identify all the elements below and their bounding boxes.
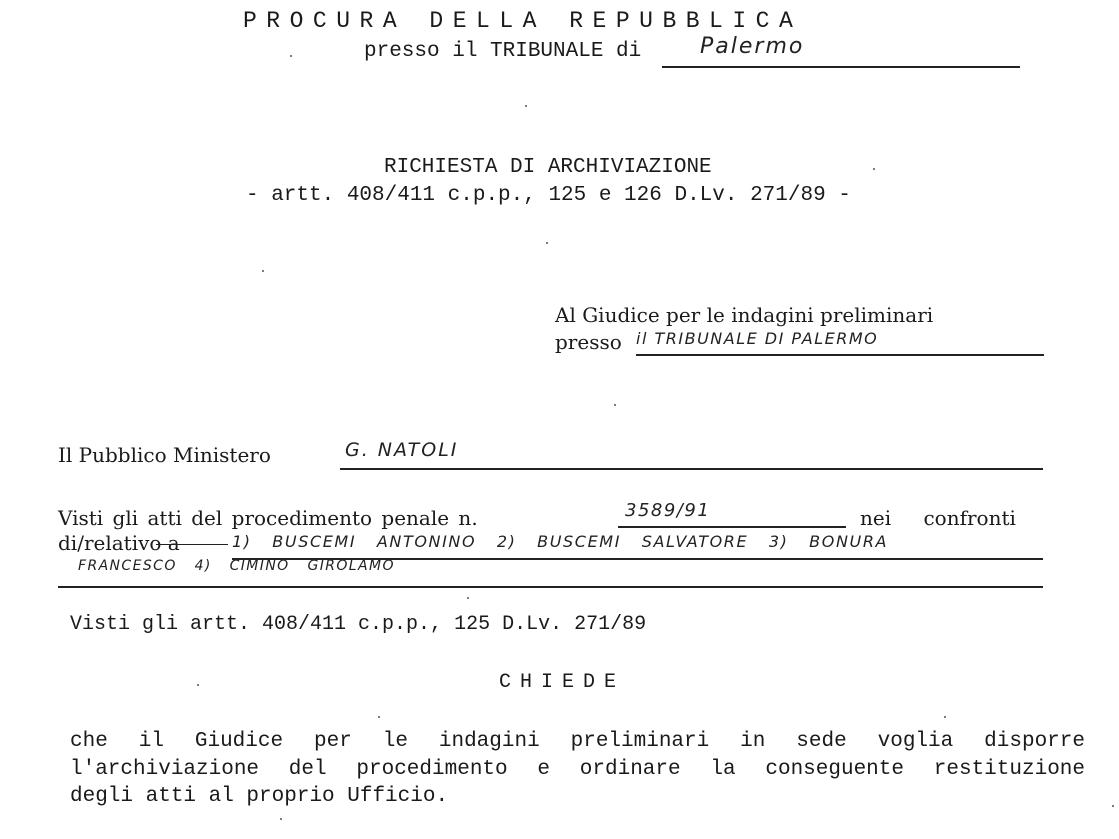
scan-speck (614, 404, 616, 406)
recipient-line1: Al Giudice per le indagini preliminari (555, 303, 934, 327)
recipient-underline (636, 354, 1044, 356)
scan-speck (944, 716, 946, 718)
relative-label: di/relativo a (58, 531, 180, 555)
scan-speck (873, 168, 875, 170)
scan-speck (378, 716, 380, 718)
body-line1: che il Giudice per le indagini preliminari in sede voglia disporre (70, 730, 1085, 753)
tribunale-underline (662, 66, 1020, 68)
tribunale-city: Palermo (700, 34, 805, 59)
parties-line2: FRANCESCO 4) CIMINO GIROLAMO (78, 558, 395, 574)
parties-line1: 1) BUSCEMI ANTONINO 2) BUSCEMI SALVATORE 3) BONURA (232, 532, 889, 551)
scan-speck (546, 242, 548, 244)
scan-speck (262, 270, 264, 272)
recipient-presso-value: il TRIBUNALE DI PALERMO (636, 329, 879, 348)
scan-speck (467, 597, 469, 599)
proceeding-number: 3589/91 (625, 500, 711, 521)
body-line2: l'archiviazione del procedimento e ordinare la conseguente restituzione (70, 758, 1085, 781)
scan-speck (1112, 805, 1114, 807)
office-title: PROCURA DELLA REPUBBLICA (243, 8, 803, 34)
pm-label: Il Pubblico Ministero (58, 443, 271, 467)
pm-underline (340, 468, 1043, 470)
parties-underline2 (58, 586, 1043, 588)
pm-name: G. NATOLI (345, 439, 459, 461)
request-subtitle: - artt. 408/411 c.p.p., 125 e 126 D.Lv. 271/89 - (246, 184, 851, 207)
proceeding-text: Visti gli atti del procedimento penale n. (58, 506, 478, 530)
chiede-heading: CHIEDE (499, 671, 626, 694)
recipient-presso-label: presso (555, 330, 622, 354)
tribunale-label: presso il TRIBUNALE di (364, 40, 642, 63)
scan-speck (197, 684, 199, 686)
relative-strike (156, 544, 228, 545)
scan-speck (525, 105, 527, 107)
proceeding-text-after: nei confronti (860, 506, 1016, 530)
body-line3: degli atti al proprio Ufficio. (70, 785, 449, 808)
articles-text: Visti gli artt. 408/411 c.p.p., 125 D.Lv. 271/89 (70, 613, 647, 636)
scan-speck (280, 818, 282, 820)
scan-speck (290, 55, 292, 57)
proceeding-number-underline (618, 526, 846, 528)
request-title: RICHIESTA DI ARCHIVIAZIONE (384, 156, 712, 179)
